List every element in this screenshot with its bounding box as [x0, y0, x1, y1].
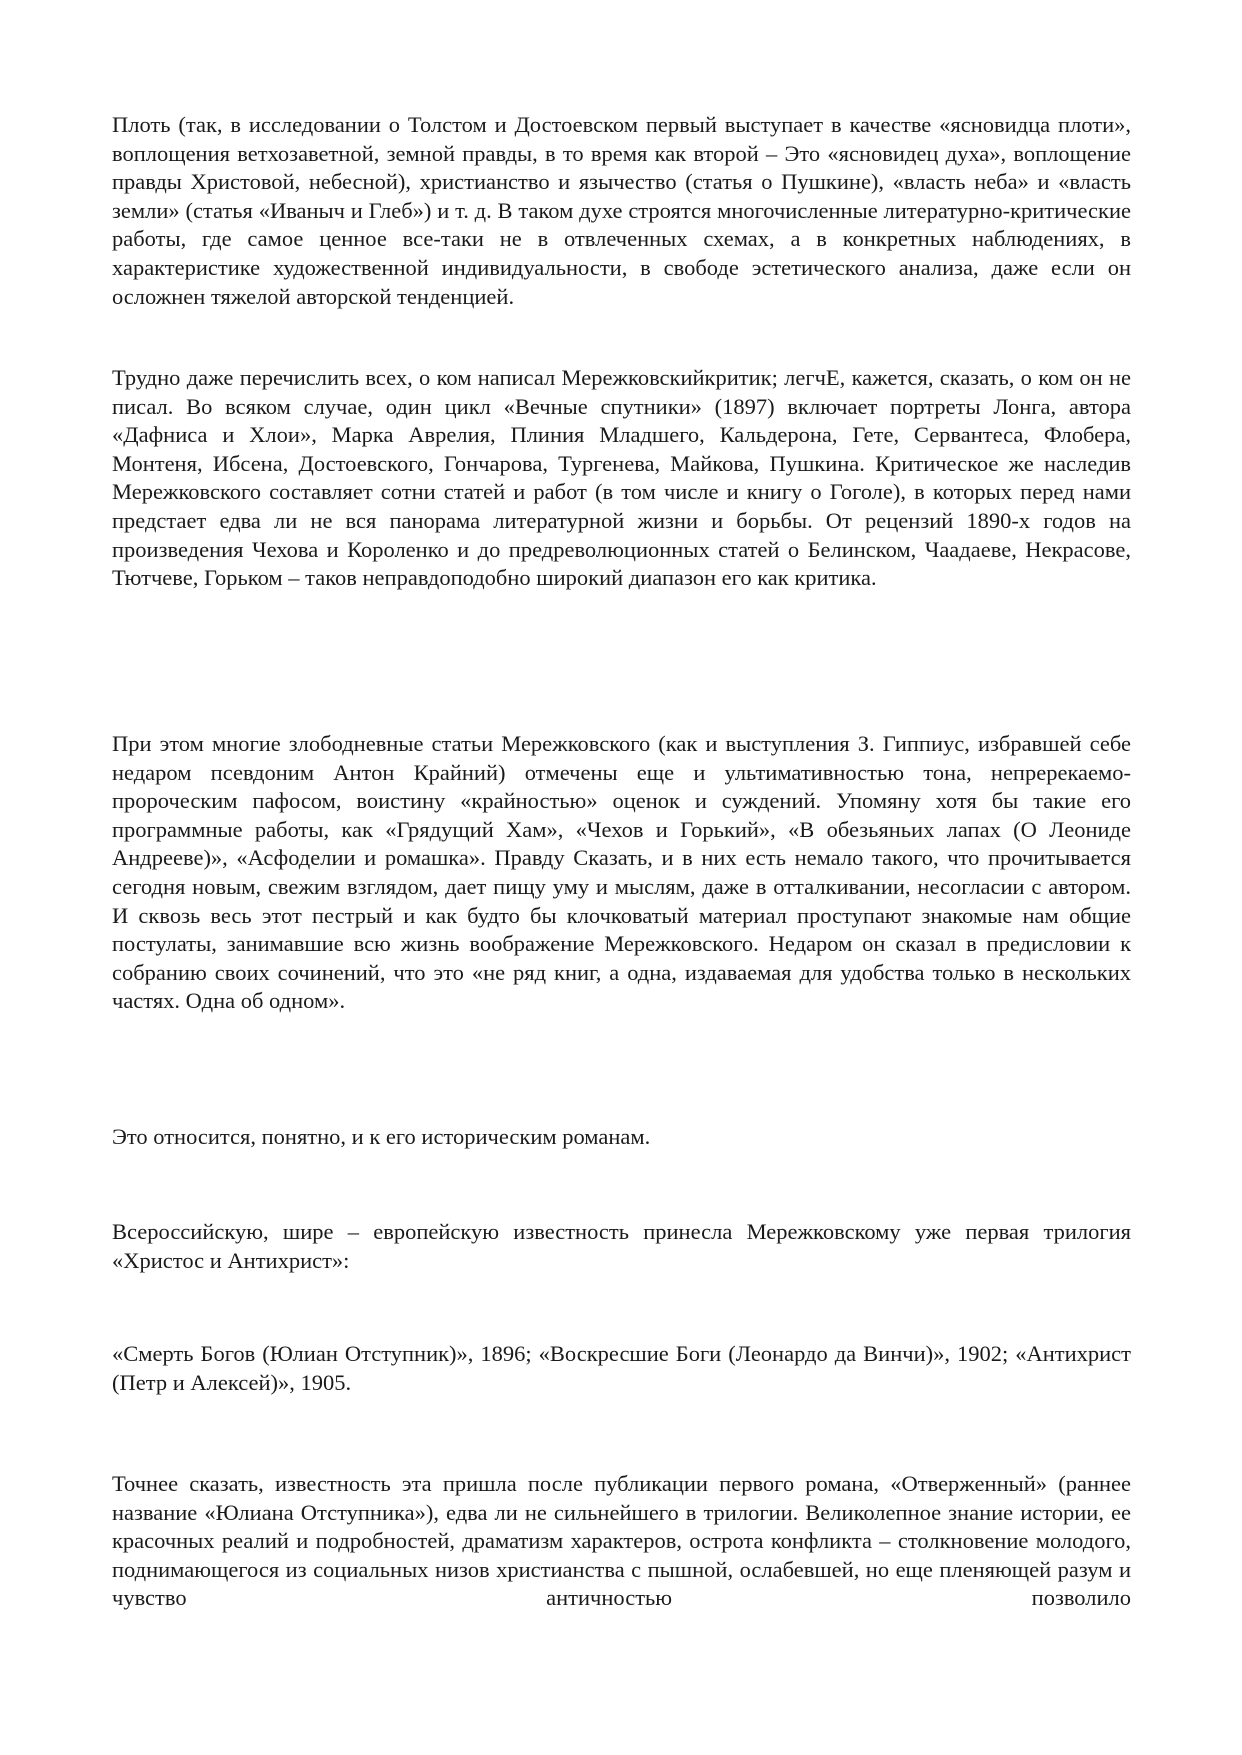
paragraph-3: При этом многие злободневные статьи Мережковского (как и выступления З. Гиппиус, избравшей себе недаром псевдоним Антон Крайний) отмечены еще и ультимативностью тона, непререкаемо-пророческим пафосом, воистину «крайностью» оценок и суждений. Упомяну хотя бы такие его программные работы, как «Грядущий Хам», «Чехов и Горький», «В обезьяньих лапах (О Леониде Андрееве)», «Асфоделии и ромашка». Правду Сказать, и в них есть немало такого, что прочитывается сегодня новым, свежим взглядом, дает пищу уму и мыслям, даже в отталкивании, несогласии с автором. И сквозь весь этот пестрый и как будто бы клочковатый материал проступают знакомые нам общие постулаты, занимавшие всю жизнь воображение Мережковского. Недаром он сказал в предисловии к собранию своих сочинений, что это «не ряд книг, а одна, издаваемая для удобства только в нескольких частях. Одна об одном».: [112, 731, 1131, 1014]
paragraph-4: Это относится, понятно, и к его историческим романам.: [112, 1124, 651, 1149]
paragraph-5: Всероссийскую, шире – европейскую известность принесла Мережковскому уже первая трилогия «Христос и Антихрист»:: [112, 1219, 1131, 1273]
paragraph-1: Плоть (так, в исследовании о Толстом и Достоевском первый выступает в качестве «ясновидца плоти», воплощения ветхозаветной, земной правды, в то время как второй – Это «ясновидец духа», воплощение правды Христовой, небесной), христианство и язычество (статья о Пушкине), «власть неба» и «власть земли» (статья «Иваныч и Глеб») и т. д. В таком духе строятся многочисленные литературно-критические работы, где самое ценное все-таки не в отвлеченных схемах, а в конкретных наблюдениях, в характеристике художественной индивидуальности, в свободе эстетического анализа, даже если он осложнен тяжелой авторской тенденцией.: [112, 112, 1131, 309]
paragraph-7: Точнее сказать, известность эта пришла после публикации первого романа, «Отверженный» (раннее название «Юлиана Отступника»), едва ли не сильнейшего в трилогии. Великолепное знание истории, ее красочных реалий и подробностей, драматизм характеров, острота конфликта – столкновение молодого, поднимающегося из социальных низов христианства с пышной, ослабевшей, но еще пленяющей разум и чувство античностью позволило: [112, 1471, 1131, 1611]
paragraph-6: «Смерть Богов (Юлиан Отступник)», 1896; «Воскресшие Боги (Леонардо да Винчи)», 1902; «Антихрист (Петр и Алексей)», 1905.: [112, 1341, 1131, 1395]
paragraph-2: Трудно даже перечислить всех, о ком написал Мережковскийкритик; легчЕ, кажется, сказать, о ком он не писал. Во всяком случае, один цикл «Вечные спутники» (1897) включает портреты Лонга, автора «Дафниса и Хлои», Марка Аврелия, Плиния Младшего, Кальдерона, Гете, Сервантеса, Флобера, Монтеня, Ибсена, Достоевского, Гончарова, Тургенева, Майкова, Пушкина. Критическое же наследив Мережковского составляет сотни статей и работ (в том числе и книгу о Гоголе), в которых перед нами предстает едва ли не вся панорама литературной жизни и борьбы. От рецензий 1890-х годов на произведения Чехова и Короленко и до предреволюционных статей о Белинском, Чаадаеве, Некрасове, Тютчеве, Горьком – таков неправдоподобно широкий диапазон его как критика.: [112, 365, 1131, 591]
